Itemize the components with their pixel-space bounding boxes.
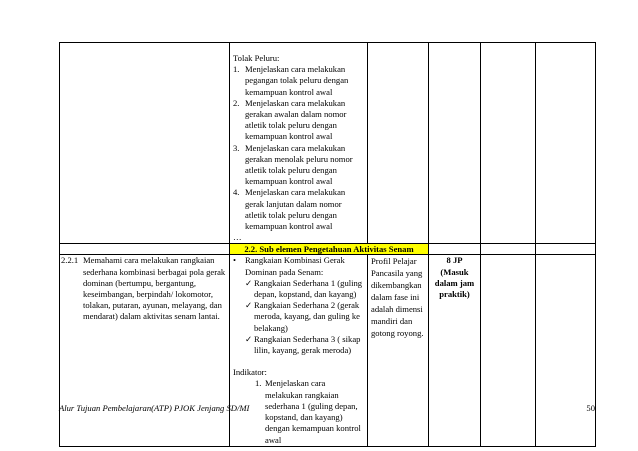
profile-cell-empty [368, 43, 429, 244]
checkmark-icon: ✓ [245, 300, 253, 311]
objective-text: Memahami cara melakukan rangkaian sederhana kombinasi berbagai pola gerak dominan (bertumpu, bergantung, keseimbangan, berpindah/ lokomotor, tolakan, putaran, ayunan, melayang, dan mendarat) dalam aktivitas senam lantai. [83, 255, 226, 322]
checkmark-icon: ✓ [245, 277, 253, 288]
section-spacer [536, 244, 596, 255]
check-item: ✓ Rangkaian Sederhana 1 (guling depan, kopstand, dan kayang) [245, 277, 363, 300]
bullet-icon: • [233, 255, 237, 266]
section-spacer [481, 244, 536, 255]
extra-cell-1 [481, 255, 536, 446]
jp-cell-empty [429, 43, 481, 244]
section-header: 2.2. Sub elemen Pengetahuan Aktivitas Senam [230, 244, 429, 255]
extra-cell-2 [536, 43, 596, 244]
page-number: 50 [586, 403, 595, 413]
ellipsis: … [233, 232, 242, 243]
material-title: Rangkaian Kombinasi Gerak Dominan pada Senam: [245, 255, 345, 277]
table-row-top [60, 43, 596, 244]
check-item: ✓ Rangkaian Sederhana 3 ( sikap lilin, kayang, gerak meroda) [245, 333, 361, 356]
section-spacer [60, 244, 230, 255]
check-item: ✓ Rangkaian Sederhana 2 (gerak meroda, kayang, dan guling ke belakang) [245, 300, 360, 333]
page-footer [59, 403, 595, 413]
tolak-peluru-list [233, 64, 364, 232]
objective-code: 2.2.1 [61, 255, 79, 266]
atp-table [59, 42, 596, 447]
footer-title: Alur Tujuan Pembelajaran(ATP) PJOK Jenjang SD/MI [59, 403, 250, 413]
extra-cell-2 [536, 255, 596, 446]
list-item: 2. Menjelaskan cara melakukan gerakan awalan dalam nomor atletik tolak peluru dengan kemampuan kontrol awal [233, 97, 347, 142]
jp-cell [429, 255, 481, 446]
list-item: 3. Menjelaskan cara melakukan gerakan menolak peluru nomor atletik tolak peluru dengan kemampuan kontrol awal [233, 142, 353, 187]
list-item: 1. Menjelaskan cara melakukan pegangan tolak peluru dengan kemampuan kontrol awal [233, 64, 349, 97]
list-item: 4. Menjelaskan cara melakukan gerak lanjutan dalam nomor atletik tolak peluru dengan kemampuan kontrol awal [233, 187, 346, 232]
extra-cell-1 [481, 43, 536, 244]
indicator-item: 1. Menjelaskan cara melakukan rangkaian sederhana 1 (guling depan, kopstand, dan kayang) dengan kemampuan kontrol awal [255, 378, 361, 445]
profile-text: Profil Pelajar Pancasila yang dikembangkan dalam fase ini adalah dimensi mandiri dan gotong royong. [371, 256, 424, 339]
indicator-label: Indikator: [233, 367, 267, 378]
material-bullet [233, 255, 364, 277]
objective-cell [60, 255, 230, 446]
objective-cell-empty [60, 43, 230, 244]
section-header-row [60, 244, 596, 255]
checkmark-icon: ✓ [245, 333, 253, 344]
tolak-peluru-heading: Tolak Peluru: [233, 53, 280, 63]
learning-objective [61, 255, 226, 322]
profile-cell [368, 255, 429, 446]
material-cell-tolak-peluru [230, 43, 368, 244]
jp-note: (Masuk dalam jam praktik) [434, 266, 475, 300]
section-spacer [429, 244, 481, 255]
material-cell [230, 255, 368, 446]
jp-value: 8 JP [446, 255, 463, 266]
table-row-main [60, 255, 596, 446]
